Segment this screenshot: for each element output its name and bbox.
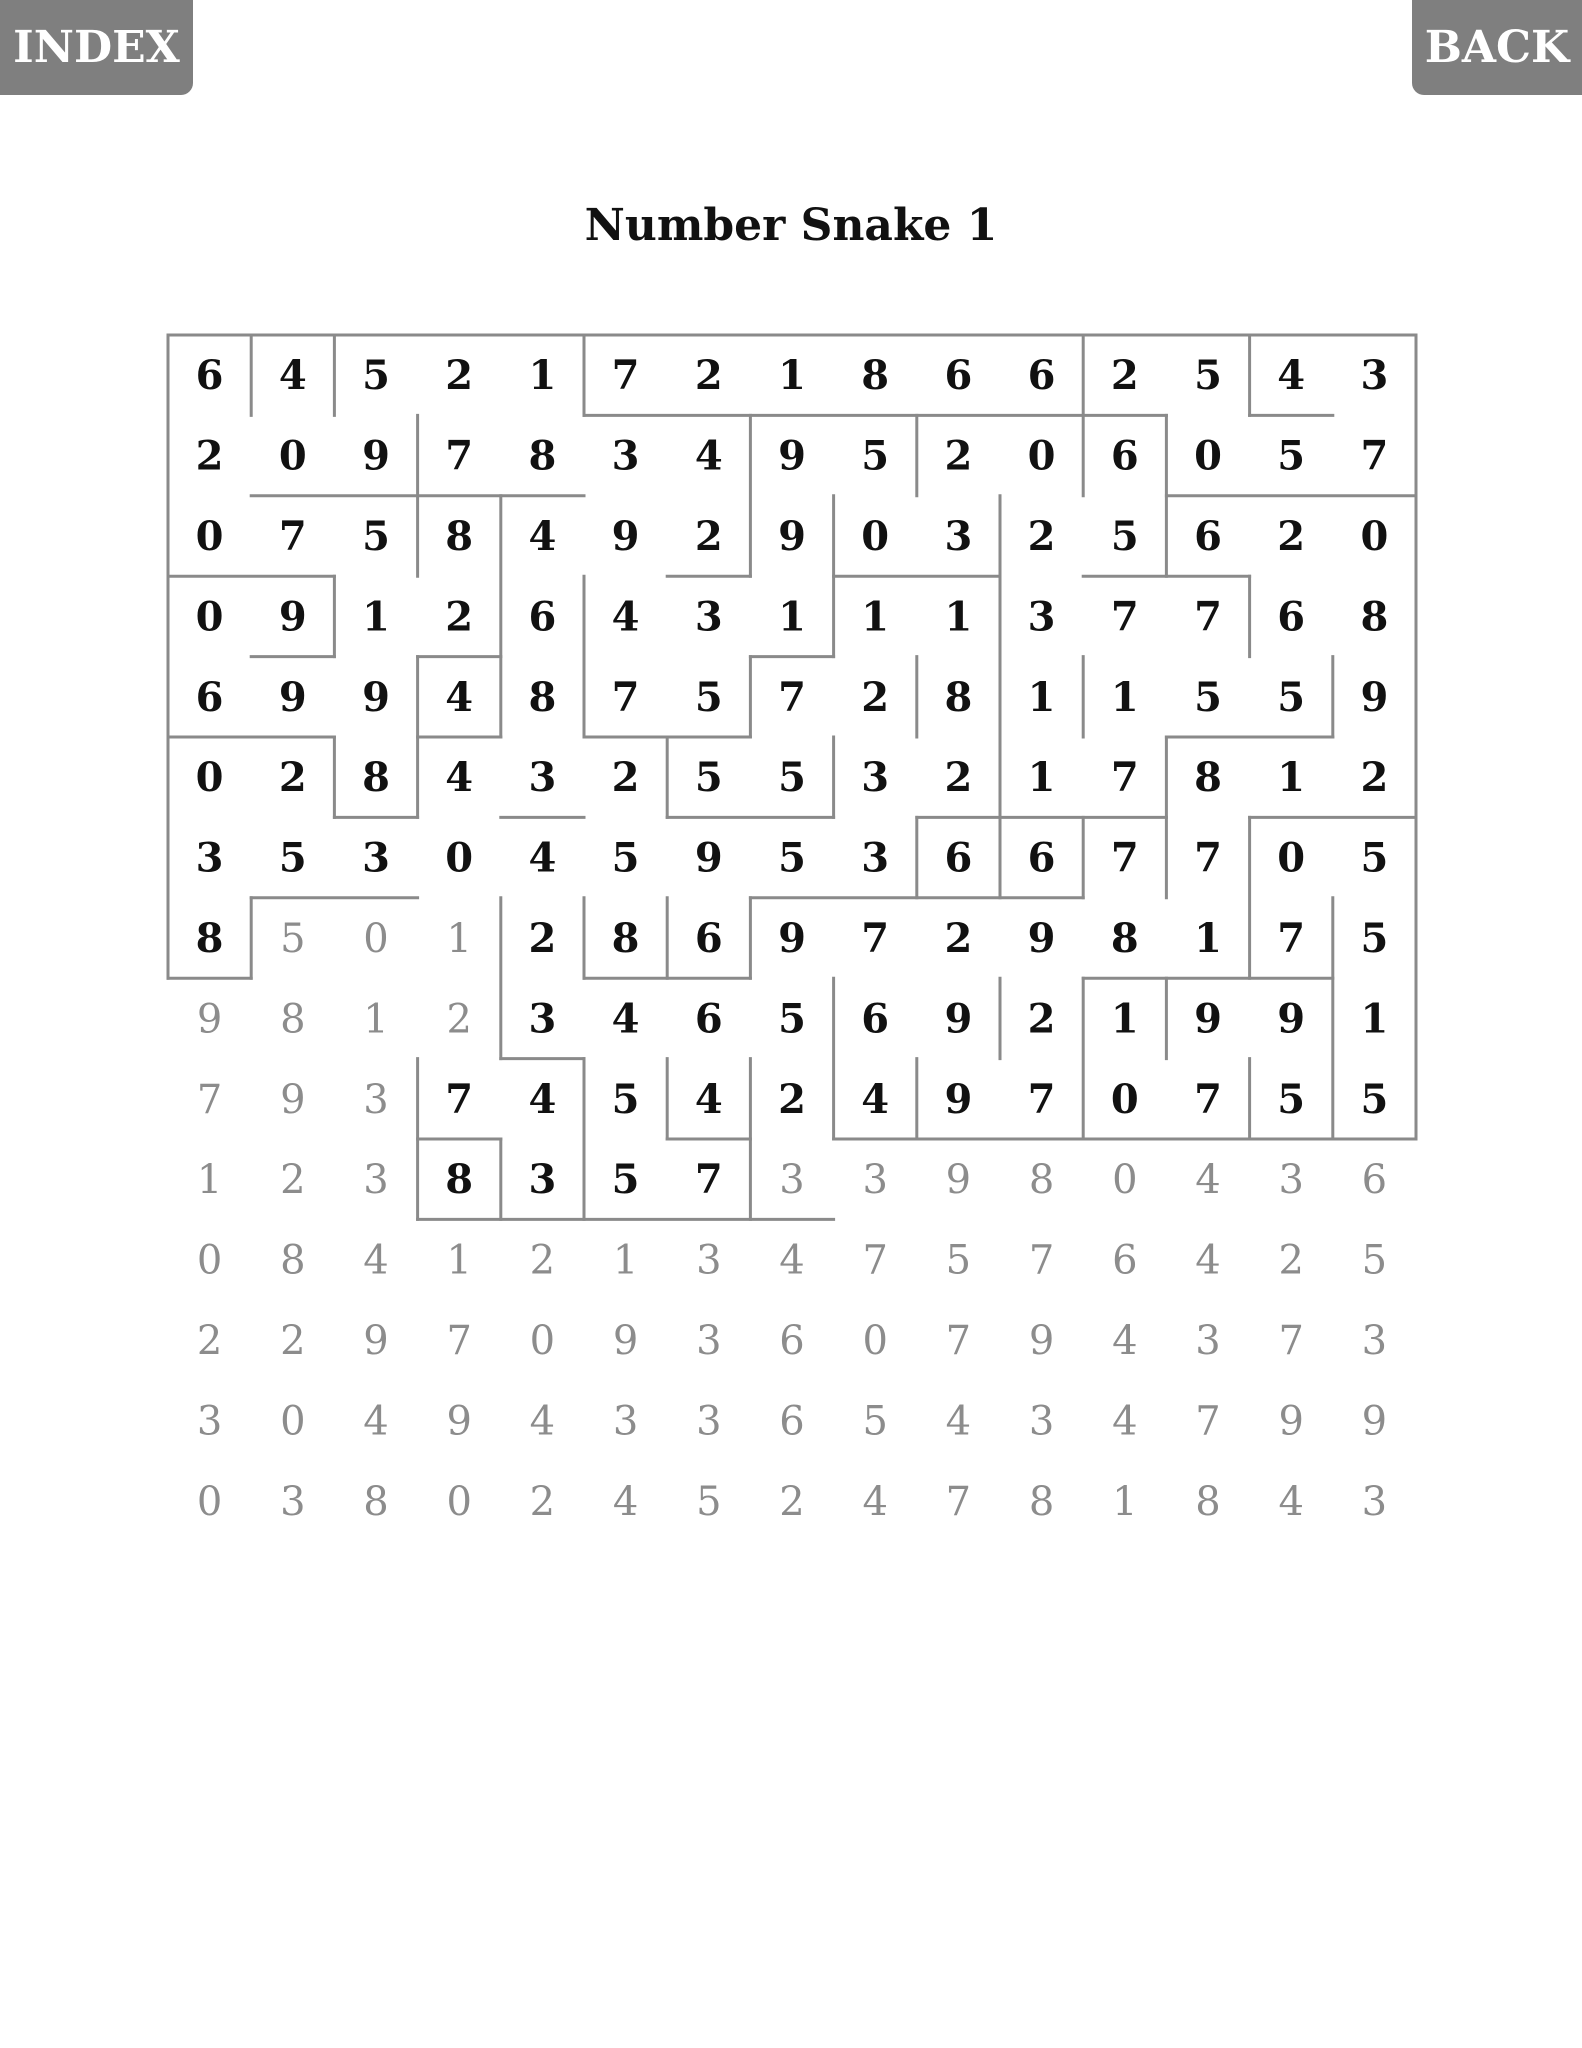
grid-cell[interactable]: 9 <box>280 1076 306 1123</box>
grid-cell[interactable]: 3 <box>528 995 557 1043</box>
grid-cell[interactable]: 1 <box>612 1237 639 1284</box>
grid-cell[interactable]: 5 <box>694 754 723 802</box>
grid-cell[interactable]: 5 <box>862 1398 888 1445</box>
grid-cell[interactable]: 0 <box>195 754 224 802</box>
grid-cell[interactable]: 9 <box>944 995 973 1043</box>
grid-cell[interactable]: 7 <box>446 1318 472 1364</box>
grid-cell[interactable]: 6 <box>944 352 973 400</box>
grid-cell[interactable]: 2 <box>944 754 973 802</box>
grid-cell[interactable]: 5 <box>694 673 723 721</box>
grid-cell[interactable]: 5 <box>778 754 806 802</box>
grid-cell[interactable]: 6 <box>694 995 723 1043</box>
grid-cell[interactable]: 5 <box>861 432 890 480</box>
grid-cell[interactable]: 3 <box>611 432 640 480</box>
grid-cell[interactable]: 0 <box>196 1478 223 1525</box>
grid-cell[interactable]: 2 <box>529 1237 556 1284</box>
grid-cell[interactable]: 4 <box>694 1075 723 1123</box>
grid-cell[interactable]: 3 <box>528 754 557 802</box>
grid-cell[interactable]: 3 <box>861 754 890 802</box>
grid-cell[interactable]: 1 <box>446 916 472 962</box>
grid-cell[interactable]: 6 <box>1112 1237 1138 1284</box>
grid-cell[interactable]: 1 <box>778 352 806 400</box>
grid-cell[interactable]: 7 <box>1194 834 1222 882</box>
grid-cell[interactable]: 2 <box>445 352 474 400</box>
grid-cell[interactable]: 5 <box>1361 1237 1388 1284</box>
grid-cell[interactable]: 0 <box>1194 432 1222 480</box>
grid-cell[interactable]: 7 <box>778 673 806 721</box>
grid-cell[interactable]: 7 <box>1277 915 1306 962</box>
grid-cell[interactable]: 8 <box>1028 1157 1055 1204</box>
grid-cell[interactable]: 8 <box>1110 915 1139 962</box>
grid-cell[interactable]: 3 <box>363 1076 389 1123</box>
grid-cell[interactable]: 7 <box>1110 754 1139 802</box>
grid-cell[interactable]: 3 <box>1360 352 1389 400</box>
grid-cell[interactable]: 7 <box>1027 1075 1056 1123</box>
grid-cell[interactable]: 1 <box>1110 995 1139 1043</box>
grid-cell[interactable]: 9 <box>778 915 806 962</box>
grid-cell[interactable]: 2 <box>280 1157 306 1204</box>
grid-cell[interactable]: 8 <box>362 754 390 802</box>
grid-cell[interactable]: 8 <box>611 915 640 962</box>
grid-cell[interactable]: 4 <box>1277 352 1306 400</box>
grid-cell[interactable]: 3 <box>1278 1157 1304 1204</box>
grid-cell[interactable]: 3 <box>944 513 973 560</box>
grid-cell[interactable]: 7 <box>862 1237 888 1284</box>
grid-cell[interactable]: 3 <box>528 1156 557 1204</box>
grid-cell[interactable]: 5 <box>945 1237 972 1284</box>
index-button[interactable]: INDEX <box>0 0 193 95</box>
grid-cell[interactable]: 4 <box>528 1075 557 1123</box>
grid-cell[interactable]: 4 <box>945 1398 972 1445</box>
grid-cell[interactable]: 6 <box>779 1318 805 1364</box>
grid-cell[interactable]: 2 <box>944 915 973 962</box>
grid-cell[interactable]: 2 <box>445 593 474 641</box>
grid-cell[interactable]: 4 <box>278 352 307 400</box>
grid-cell[interactable]: 2 <box>694 352 723 400</box>
grid-cell[interactable]: 4 <box>694 432 723 480</box>
grid-cell[interactable]: 0 <box>195 513 224 560</box>
grid-cell[interactable]: 8 <box>1195 1478 1221 1525</box>
grid-cell[interactable]: 8 <box>944 673 973 721</box>
grid-cell[interactable]: 4 <box>445 754 474 802</box>
grid-cell[interactable]: 5 <box>1360 834 1389 882</box>
grid-cell[interactable]: 1 <box>362 593 390 641</box>
grid-cell[interactable]: 0 <box>1027 432 1056 480</box>
grid-cell[interactable]: 6 <box>861 995 890 1043</box>
grid-cell[interactable]: 9 <box>612 1318 639 1364</box>
grid-cell[interactable]: 0 <box>278 432 307 480</box>
grid-cell[interactable]: 3 <box>363 1157 389 1204</box>
grid-cell[interactable]: 7 <box>1278 1318 1304 1364</box>
grid-cell[interactable]: 0 <box>280 1398 306 1445</box>
grid-cell[interactable]: 2 <box>529 1478 556 1525</box>
grid-cell[interactable]: 5 <box>1277 432 1306 480</box>
grid-cell[interactable]: 7 <box>945 1318 972 1364</box>
grid-cell[interactable]: 4 <box>1112 1318 1138 1364</box>
grid-cell[interactable]: 7 <box>278 513 307 560</box>
grid-cell[interactable]: 8 <box>280 996 306 1043</box>
grid-cell[interactable]: 1 <box>1360 995 1389 1043</box>
grid-cell[interactable]: 5 <box>1194 673 1222 721</box>
grid-cell[interactable]: 4 <box>611 593 640 641</box>
grid-cell[interactable]: 4 <box>1278 1478 1304 1525</box>
grid-cell[interactable]: 2 <box>1027 995 1056 1043</box>
grid-cell[interactable]: 7 <box>196 1076 223 1123</box>
grid-cell[interactable]: 7 <box>1194 1075 1222 1123</box>
grid-cell[interactable]: 8 <box>861 352 890 400</box>
grid-cell[interactable]: 9 <box>945 1157 972 1204</box>
grid-cell[interactable]: 0 <box>1112 1157 1138 1204</box>
grid-cell[interactable]: 0 <box>196 1237 223 1284</box>
grid-cell[interactable]: 2 <box>1360 754 1389 802</box>
grid-cell[interactable]: 2 <box>1277 513 1306 560</box>
grid-cell[interactable]: 7 <box>1195 1398 1221 1445</box>
grid-cell[interactable]: 6 <box>528 593 557 641</box>
grid-cell[interactable]: 9 <box>944 1075 973 1123</box>
grid-cell[interactable]: 5 <box>1360 915 1389 962</box>
grid-cell[interactable]: 3 <box>1027 593 1056 641</box>
grid-cell[interactable]: 9 <box>196 996 223 1043</box>
grid-cell[interactable]: 5 <box>611 1156 640 1204</box>
grid-cell[interactable]: 0 <box>363 916 389 962</box>
grid-cell[interactable]: 1 <box>363 996 389 1043</box>
grid-cell[interactable]: 4 <box>779 1237 805 1284</box>
grid-cell[interactable]: 1 <box>1112 1478 1138 1525</box>
grid-cell[interactable]: 2 <box>779 1478 805 1525</box>
back-button[interactable]: BACK <box>1412 0 1582 95</box>
grid-cell[interactable]: 0 <box>446 1478 472 1525</box>
grid-cell[interactable]: 0 <box>1277 834 1306 882</box>
grid-cell[interactable]: 4 <box>445 673 474 721</box>
grid-cell[interactable]: 8 <box>1194 754 1222 802</box>
grid-cell[interactable]: 5 <box>778 834 806 882</box>
grid-cell[interactable]: 4 <box>612 1478 639 1525</box>
grid-cell[interactable]: 1 <box>196 1157 223 1204</box>
grid-cell[interactable]: 3 <box>861 834 890 882</box>
grid-cell[interactable]: 4 <box>861 1075 890 1123</box>
grid-cell[interactable]: 3 <box>1361 1318 1388 1364</box>
grid-cell[interactable]: 8 <box>363 1478 389 1525</box>
grid-cell[interactable]: 8 <box>528 673 557 721</box>
grid-cell[interactable]: 1 <box>1027 673 1056 721</box>
grid-cell[interactable]: 1 <box>944 593 973 641</box>
grid-cell[interactable]: 9 <box>446 1398 472 1445</box>
grid-cell[interactable]: 7 <box>861 915 890 962</box>
grid-cell[interactable]: 1 <box>446 1237 472 1284</box>
grid-cell[interactable]: 7 <box>694 1156 723 1204</box>
grid-cell[interactable]: 4 <box>528 513 557 560</box>
grid-cell[interactable]: 5 <box>278 834 307 882</box>
grid-cell[interactable]: 5 <box>1277 673 1306 721</box>
grid-cell[interactable]: 9 <box>362 432 390 480</box>
grid-cell[interactable]: 2 <box>278 754 307 802</box>
grid-cell[interactable]: 3 <box>862 1157 888 1204</box>
grid-cell[interactable]: 0 <box>529 1318 556 1364</box>
grid-cell[interactable]: 9 <box>278 673 307 721</box>
grid-cell[interactable]: 8 <box>280 1237 306 1284</box>
grid-cell[interactable]: 5 <box>1194 352 1222 400</box>
grid-cell[interactable]: 4 <box>862 1478 888 1525</box>
grid-cell[interactable]: 9 <box>1027 915 1056 962</box>
grid-cell[interactable]: 5 <box>778 995 806 1043</box>
grid-cell[interactable]: 2 <box>861 673 890 721</box>
grid-cell[interactable]: 2 <box>1110 352 1139 400</box>
grid-cell[interactable]: 0 <box>1110 1075 1139 1123</box>
grid-cell[interactable]: 9 <box>1361 1398 1388 1445</box>
grid-cell[interactable]: 3 <box>1361 1478 1388 1525</box>
grid-cell[interactable]: 7 <box>611 673 640 721</box>
grid-cell[interactable]: 9 <box>1277 995 1306 1043</box>
grid-cell[interactable]: 7 <box>1194 593 1222 641</box>
grid-cell[interactable]: 5 <box>1110 513 1139 560</box>
grid-cell[interactable]: 3 <box>362 834 390 882</box>
grid-cell[interactable]: 5 <box>1360 1075 1389 1123</box>
grid-cell[interactable]: 2 <box>1278 1237 1304 1284</box>
grid-cell[interactable]: 2 <box>195 432 224 480</box>
grid-cell[interactable]: 0 <box>1360 513 1389 560</box>
grid-cell[interactable]: 3 <box>195 834 224 882</box>
grid-cell[interactable]: 3 <box>1195 1318 1221 1364</box>
grid-cell[interactable]: 9 <box>1194 995 1222 1043</box>
grid-cell[interactable]: 1 <box>861 593 890 641</box>
grid-cell[interactable]: 1 <box>1277 754 1306 802</box>
grid-cell[interactable]: 6 <box>779 1398 805 1445</box>
grid-cell[interactable]: 8 <box>445 1156 474 1204</box>
grid-cell[interactable]: 1 <box>778 593 806 641</box>
grid-cell[interactable]: 1 <box>528 352 557 400</box>
grid-cell[interactable]: 3 <box>694 593 723 641</box>
grid-cell[interactable]: 6 <box>694 915 723 962</box>
grid-cell[interactable]: 9 <box>778 513 806 560</box>
grid-cell[interactable]: 9 <box>278 593 307 641</box>
grid-cell[interactable]: 4 <box>528 834 557 882</box>
grid-cell[interactable]: 4 <box>611 995 640 1043</box>
grid-cell[interactable]: 8 <box>445 513 474 560</box>
grid-cell[interactable]: 3 <box>196 1398 223 1445</box>
grid-cell[interactable]: 7 <box>445 1075 474 1123</box>
grid-cell[interactable]: 8 <box>195 915 224 962</box>
grid-cell[interactable]: 7 <box>1110 593 1139 641</box>
grid-cell[interactable]: 7 <box>945 1478 972 1525</box>
grid-cell[interactable]: 9 <box>611 513 640 560</box>
grid-cell[interactable]: 4 <box>363 1398 389 1445</box>
grid-cell[interactable]: 3 <box>280 1478 306 1525</box>
grid-cell[interactable]: 6 <box>944 834 973 882</box>
page-title: Number Snake 1 <box>584 200 998 251</box>
grid-cell[interactable]: 9 <box>1278 1398 1304 1445</box>
grid-cell[interactable]: 6 <box>1110 432 1139 480</box>
grid-cell[interactable]: 3 <box>779 1157 805 1204</box>
grid-cell[interactable]: 9 <box>694 834 723 882</box>
grid-cell[interactable]: 3 <box>696 1398 722 1445</box>
grid-cell[interactable]: 5 <box>611 834 640 882</box>
grid-cell[interactable]: 4 <box>363 1237 389 1284</box>
grid-cell[interactable]: 5 <box>362 513 390 560</box>
grid-cell[interactable]: 0 <box>861 513 890 560</box>
grid-cell[interactable]: 5 <box>696 1478 722 1525</box>
grid-cell[interactable]: 2 <box>694 513 723 560</box>
grid-cell[interactable]: 6 <box>1361 1157 1388 1204</box>
grid-cell[interactable]: 4 <box>529 1398 556 1445</box>
grid-cell[interactable]: 2 <box>446 996 472 1043</box>
grid-cell[interactable]: 2 <box>196 1318 223 1364</box>
grid-cell[interactable]: 3 <box>696 1318 722 1364</box>
grid-cell[interactable]: 0 <box>195 593 224 641</box>
grid-cell[interactable]: 8 <box>528 432 557 480</box>
grid-cell[interactable]: 1 <box>1194 915 1222 962</box>
grid-cell[interactable]: 4 <box>1195 1237 1221 1284</box>
grid-cell[interactable]: 2 <box>280 1318 306 1364</box>
grid-cell[interactable]: 7 <box>1110 834 1139 882</box>
grid-cell[interactable]: 7 <box>445 432 474 480</box>
grid-cell[interactable]: 3 <box>696 1237 722 1284</box>
grid-cell[interactable]: 9 <box>778 432 806 480</box>
grid-cell[interactable]: 6 <box>1277 593 1306 641</box>
grid-cell[interactable]: 2 <box>944 432 973 480</box>
grid-cell[interactable]: 2 <box>611 754 640 802</box>
grid-cell[interactable]: 5 <box>362 352 390 400</box>
grid-cell[interactable]: 2 <box>1027 513 1056 560</box>
grid-cell[interactable]: 6 <box>195 352 224 400</box>
grid-cell[interactable]: 7 <box>1360 432 1389 480</box>
grid-cell[interactable]: 8 <box>1360 593 1389 641</box>
grid-cell[interactable]: 5 <box>280 916 306 962</box>
grid-cell[interactable]: 0 <box>862 1318 888 1364</box>
grid-cell[interactable]: 6 <box>1194 513 1222 560</box>
grid-cell[interactable]: 9 <box>1028 1318 1055 1364</box>
grid-cell[interactable]: 5 <box>1277 1075 1306 1123</box>
grid-cell[interactable]: 4 <box>1195 1157 1221 1204</box>
grid-cell[interactable]: 5 <box>611 1075 640 1123</box>
grid-cell[interactable]: 4 <box>1112 1398 1138 1445</box>
grid-cell[interactable]: 9 <box>363 1318 389 1364</box>
grid-cell[interactable]: 2 <box>528 915 557 962</box>
grid-cell[interactable]: 6 <box>195 673 224 721</box>
grid-cell[interactable]: 1 <box>1027 754 1056 802</box>
grid-cell[interactable]: 1 <box>1110 673 1139 721</box>
grid-cell[interactable]: 9 <box>1360 673 1389 721</box>
grid-cell[interactable]: 7 <box>1028 1237 1055 1284</box>
grid-cell[interactable]: 6 <box>1027 834 1056 882</box>
grid-cell[interactable]: 9 <box>362 673 390 721</box>
grid-cell[interactable]: 7 <box>611 352 640 400</box>
grid-cell[interactable]: 2 <box>778 1075 806 1123</box>
grid-cell[interactable]: 3 <box>612 1398 639 1445</box>
grid-cell[interactable]: 8 <box>1028 1478 1055 1525</box>
grid-cell[interactable]: 3 <box>1028 1398 1055 1445</box>
grid-cell[interactable]: 6 <box>1027 352 1056 400</box>
grid-cell[interactable]: 0 <box>445 834 474 882</box>
